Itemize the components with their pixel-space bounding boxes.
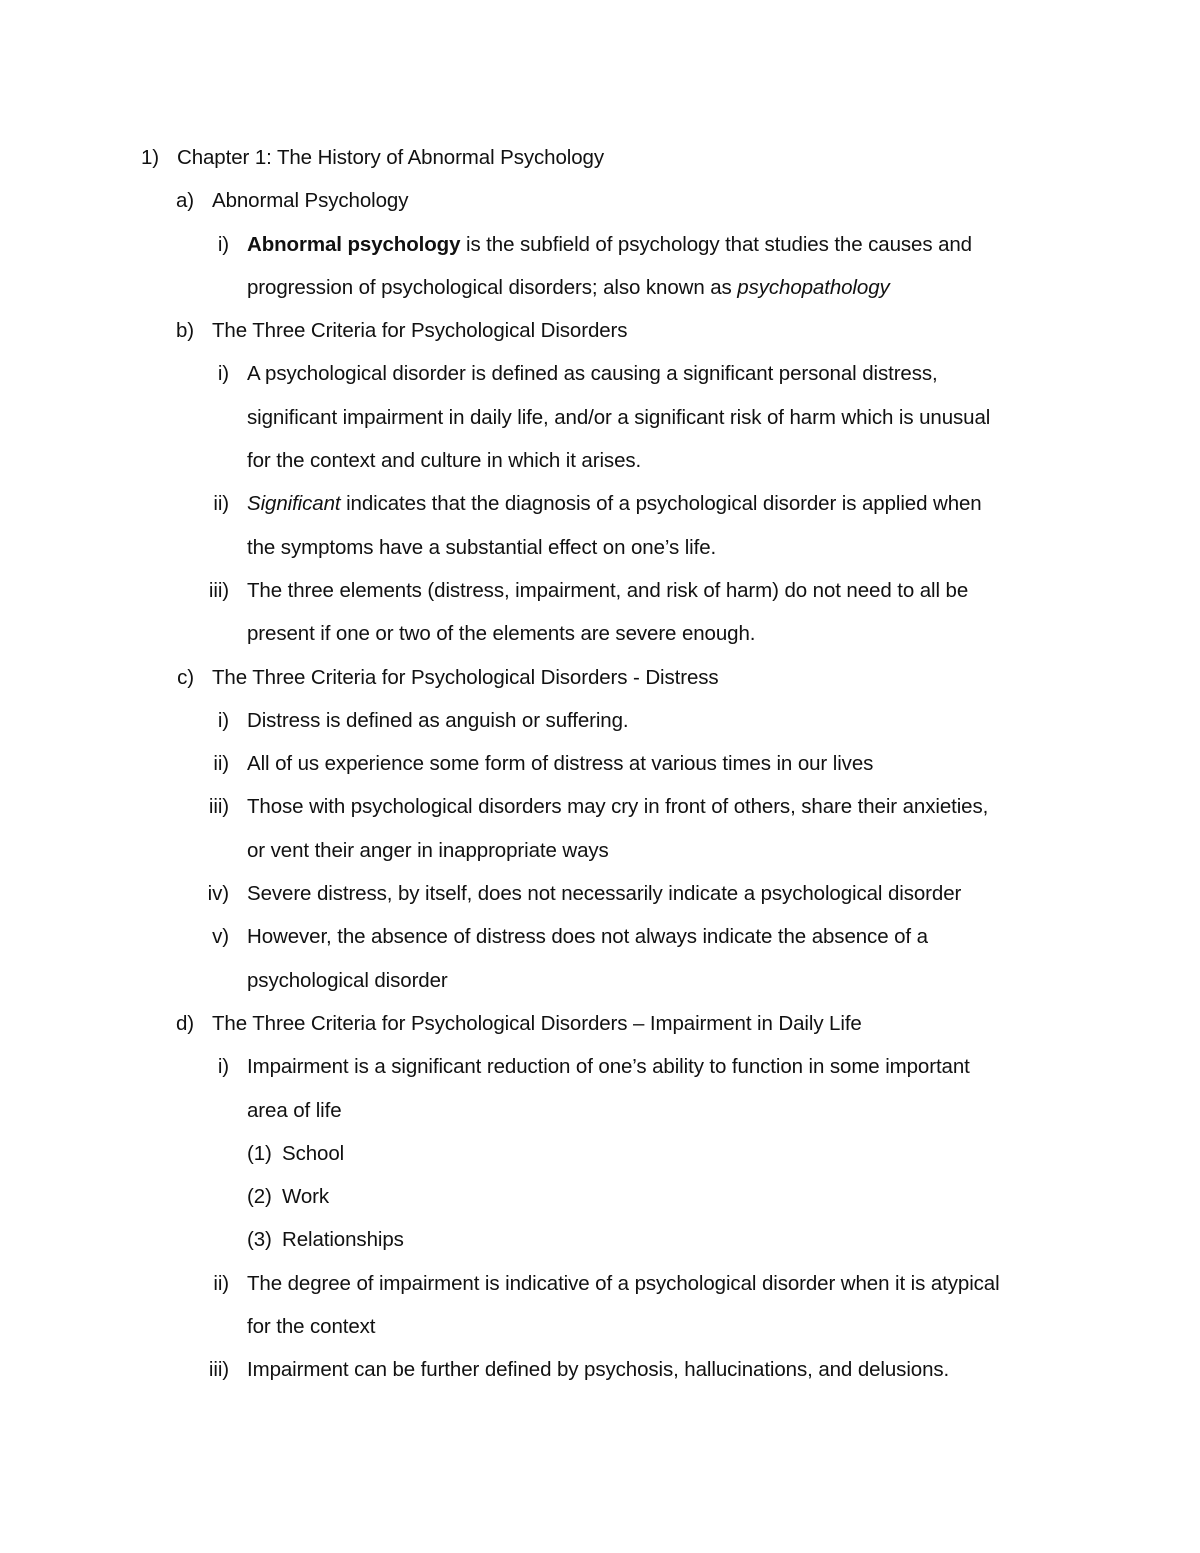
section-heading-a xyxy=(0,179,1200,222)
list-item-continuation xyxy=(0,526,1200,569)
list-marker: iii) xyxy=(208,795,229,819)
item-text-run: indicates that the diagnosis of a psychological disorder is applied when xyxy=(340,492,982,516)
section-title: Abnormal Psychology xyxy=(212,189,409,213)
item-text xyxy=(247,266,890,309)
bold-term: Abnormal psychology xyxy=(247,232,461,256)
section-title: The Three Criteria for Psychological Disorders – Impairment in Daily Life xyxy=(212,1011,862,1035)
list-marker: i) xyxy=(217,232,229,256)
list-item xyxy=(0,223,1200,266)
list-marker: a) xyxy=(175,189,194,213)
outline-list xyxy=(0,136,1200,1392)
list-marker: d) xyxy=(175,1011,194,1035)
item-text: Severe distress, by itself, does not necessarily indicate a psychological disorder xyxy=(247,882,962,906)
item-text: Impairment is a significant reduction of one’s ability to function in some important xyxy=(247,1055,970,1079)
item-text: A psychological disorder is defined as causing a significant personal distress, xyxy=(247,362,938,386)
sub-list-item xyxy=(0,1218,1200,1261)
list-item xyxy=(0,569,1200,612)
list-item-continuation xyxy=(0,266,1200,309)
italic-term: psychopathology xyxy=(737,275,890,299)
list-item-continuation xyxy=(0,612,1200,655)
section-heading-d xyxy=(0,1002,1200,1045)
list-item xyxy=(0,1045,1200,1088)
list-marker: iii) xyxy=(208,1358,229,1382)
list-item xyxy=(0,1262,1200,1305)
list-item-continuation xyxy=(0,829,1200,872)
list-marker: c) xyxy=(177,665,194,689)
item-text: School xyxy=(282,1141,345,1165)
item-text-run: progression of psychological disorders; also known as xyxy=(247,275,738,299)
list-marker: (3) xyxy=(247,1228,272,1252)
list-item xyxy=(0,1348,1200,1391)
list-marker: b) xyxy=(175,319,194,343)
item-text: for the context and culture in which it arises. xyxy=(247,449,642,473)
item-text: present if one or two of the elements are severe enough. xyxy=(247,622,756,646)
italic-term: Significant xyxy=(247,492,341,516)
item-text: Work xyxy=(282,1185,330,1209)
sub-list-item xyxy=(0,1175,1200,1218)
sub-list-item xyxy=(0,1132,1200,1175)
list-marker: iii) xyxy=(208,578,229,602)
list-item xyxy=(0,785,1200,828)
item-text: All of us experience some form of distress at various times in our lives xyxy=(247,752,874,776)
list-item xyxy=(0,482,1200,525)
item-text: or vent their anger in inappropriate ways xyxy=(247,838,609,862)
list-marker: ii) xyxy=(213,1271,229,1295)
item-text: The three elements (distress, impairment, and risk of harm) do not need to all be xyxy=(247,578,969,602)
list-marker: i) xyxy=(217,708,229,732)
list-item-continuation xyxy=(0,439,1200,482)
chapter-heading xyxy=(0,136,1200,179)
list-marker: i) xyxy=(217,362,229,386)
list-item-continuation xyxy=(0,396,1200,439)
list-item xyxy=(0,915,1200,958)
list-marker: iv) xyxy=(207,882,229,906)
list-item xyxy=(0,352,1200,395)
item-text: However, the absence of distress does not always indicate the absence of a xyxy=(247,925,928,949)
item-text: the symptoms have a substantial effect on one’s life. xyxy=(247,535,717,559)
list-marker: (1) xyxy=(247,1141,272,1165)
item-text-run: is the subfield of psychology that studies the causes and xyxy=(460,232,972,256)
item-text xyxy=(247,223,972,266)
item-text: Distress is defined as anguish or suffering. xyxy=(247,708,629,732)
item-text: significant impairment in daily life, and/or a significant risk of harm which is unusual xyxy=(247,405,991,429)
list-marker: 1) xyxy=(140,146,159,169)
chapter-title: Chapter 1: The History of Abnormal Psychology xyxy=(177,146,604,169)
item-text: Impairment can be further defined by psychosis, hallucinations, and delusions. xyxy=(247,1358,950,1382)
section-heading-c xyxy=(0,656,1200,699)
item-text: psychological disorder xyxy=(247,968,448,992)
section-title: The Three Criteria for Psychological Disorders xyxy=(212,319,628,343)
list-marker: ii) xyxy=(213,492,229,516)
item-text: The degree of impairment is indicative of a psychological disorder when it is atypical xyxy=(247,1271,1000,1295)
list-item-continuation xyxy=(0,1089,1200,1132)
item-text: for the context xyxy=(247,1315,376,1339)
item-text: Those with psychological disorders may cry in front of others, share their anxieties, xyxy=(247,795,989,819)
item-text: Relationships xyxy=(282,1228,404,1252)
item-text: area of life xyxy=(247,1098,342,1122)
list-marker: ii) xyxy=(213,752,229,776)
list-item xyxy=(0,742,1200,785)
list-marker: v) xyxy=(212,925,229,949)
list-item-continuation xyxy=(0,1305,1200,1348)
section-heading-b xyxy=(0,309,1200,352)
list-marker: i) xyxy=(217,1055,229,1079)
list-marker: (2) xyxy=(247,1185,272,1209)
list-item xyxy=(0,872,1200,915)
section-title: The Three Criteria for Psychological Disorders - Distress xyxy=(212,665,719,689)
list-item xyxy=(0,699,1200,742)
item-text xyxy=(247,482,982,525)
list-item-continuation xyxy=(0,959,1200,1002)
